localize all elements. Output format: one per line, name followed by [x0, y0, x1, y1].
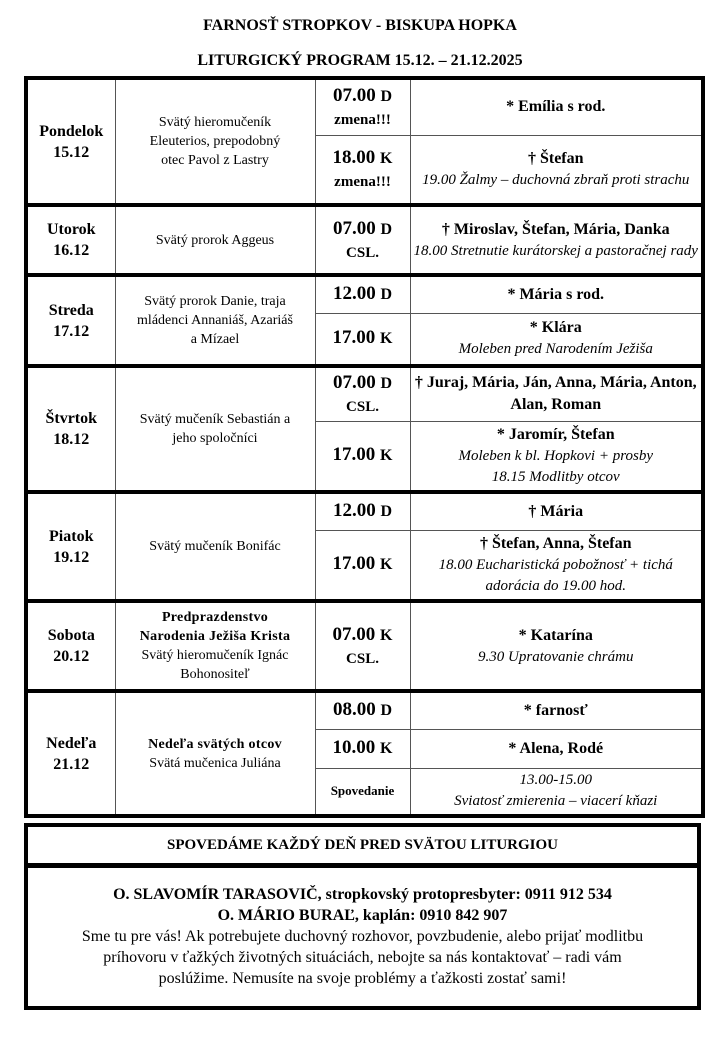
time-value: 07.00	[332, 84, 376, 106]
service-note: Moleben k bl. Hopkovi + prosby	[458, 447, 654, 464]
confession-banner: SPOVEDÁME KAŽDÝ DEŇ PRED SVÄTOU LITURGIOU	[24, 823, 701, 867]
service-time	[318, 146, 408, 193]
day-cell	[26, 78, 115, 205]
schedule-row	[26, 492, 703, 530]
day-name: Utorok	[46, 221, 96, 238]
time-cell	[315, 601, 410, 691]
contact-priest-1: O. SLAVOMÍR TARASOVIČ, stropkovský protopresbyter: 0911 912 534	[113, 886, 612, 903]
rite-letter: D	[380, 702, 393, 720]
feast-title-text: Narodenia Ježiša Krista	[139, 629, 291, 644]
day-name: Pondelok	[39, 122, 104, 140]
schedule-row	[26, 691, 703, 729]
feast-line: mládenci Annaniáš, Azariáš	[137, 313, 293, 328]
feast-title-text: Predprazdenstvo	[161, 610, 269, 625]
service-time	[318, 698, 408, 723]
rite-letter: D	[380, 374, 393, 392]
feast-line: Svätý hieromučeník	[158, 115, 272, 130]
feast-title	[118, 608, 313, 627]
service-extra: zmena!!!	[334, 111, 391, 128]
service-label: Spovedanie	[330, 783, 395, 799]
contact-priest-2: O. MÁRIO BURAĽ, kaplán: 0910 842 907	[217, 907, 508, 924]
mass-intention: * Mária s rod.	[507, 285, 605, 303]
day-date: 18.12	[53, 431, 90, 448]
schedule-row	[26, 366, 703, 421]
rite-letter: D	[380, 286, 393, 304]
feast-title	[118, 735, 313, 754]
service-extra: zmena!!!	[334, 173, 391, 190]
feast-title-text: Nedeľa svätých otcov	[148, 736, 282, 752]
day-name: Sobota	[47, 627, 95, 644]
feast-title	[118, 627, 313, 646]
time-cell	[315, 768, 410, 816]
feast-line: Eleuterios, prepodobný	[149, 134, 281, 149]
service-extra: CSL.	[346, 650, 379, 667]
feast-line: Svätý prorok Danie, traja	[144, 294, 286, 309]
day-cell	[26, 205, 115, 275]
service-note: Sviatosť zmierenia – viacerí kňazi	[454, 793, 658, 810]
time-cell	[315, 691, 410, 729]
time-value: 17.00	[332, 327, 376, 349]
contact-message-1: Sme tu pre vás! Ak potrebujete duchovný rozhovor, povzbudenie, alebo prijať modlitbu	[81, 928, 644, 945]
service-note: 19.00 Žalmy – duchovná zbraň proti strachu	[422, 171, 690, 188]
time-value: 17.00	[332, 444, 376, 466]
time-cell	[315, 492, 410, 530]
rite-letter: K	[380, 740, 393, 757]
day-cell	[26, 366, 115, 492]
service-time	[318, 84, 408, 131]
day-date: 21.12	[53, 755, 90, 773]
feast-cell	[115, 78, 315, 205]
time-cell	[315, 275, 410, 313]
rite-letter: D	[380, 220, 393, 238]
day-cell	[26, 275, 115, 366]
day-name: Streda	[48, 301, 94, 319]
rite-letter: D	[380, 503, 393, 521]
service-note: 18.15 Modlitby otcov	[491, 468, 620, 485]
contact-box	[24, 864, 701, 1010]
schedule-row	[26, 275, 703, 313]
day-cell	[26, 691, 115, 816]
mass-intention: † Štefan, Anna, Štefan	[479, 534, 632, 552]
service-time	[318, 736, 408, 761]
feast-line: a Mízael	[190, 332, 240, 347]
feast-cell	[115, 205, 315, 275]
rite-letter: K	[380, 447, 393, 465]
intention-cell	[410, 691, 703, 729]
intention-cell	[410, 421, 703, 492]
time-value: 10.00	[332, 737, 376, 758]
service-time	[318, 371, 408, 418]
time-value: 12.00	[332, 500, 376, 522]
day-date: 16.12	[53, 242, 90, 259]
intention-cell	[410, 492, 703, 530]
feast-line: otec Pavol z Lastry	[161, 153, 269, 168]
intention-cell	[410, 601, 703, 691]
intention-cell	[410, 768, 703, 816]
time-cell	[315, 530, 410, 601]
time-value: 08.00	[332, 699, 376, 721]
mass-intention: * farnosť	[523, 701, 588, 719]
day-cell	[26, 492, 115, 601]
service-note: Moleben pred Narodením Ježiša	[458, 341, 653, 358]
day-date: 15.12	[53, 143, 90, 161]
schedule-table	[24, 76, 705, 818]
day-cell	[26, 601, 115, 691]
time-cell	[315, 421, 410, 492]
time-cell	[315, 135, 410, 205]
schedule-row	[26, 205, 703, 275]
contact-message-3: poslúžime. Nemusíte na svoje problémy a ťažkosti zostať sami!	[158, 970, 567, 987]
mass-intention: * Emília s rod.	[506, 98, 606, 116]
time-cell	[315, 205, 410, 275]
service-time	[318, 623, 408, 670]
intention-cell	[410, 78, 703, 135]
service-note: 18.00 Eucharistická pobožnosť + tichá adorácia do 19.00 hod.	[438, 556, 673, 594]
feast-line: Bohonositeľ	[180, 667, 250, 682]
service-time	[318, 552, 408, 577]
service-note: 9.30 Upratovanie chrámu	[478, 648, 634, 665]
rite-letter: D	[380, 87, 393, 105]
time-cell	[315, 313, 410, 366]
intention-cell	[410, 205, 703, 275]
day-date: 19.12	[53, 548, 90, 566]
feast-line: Svätá mučenica Juliána	[149, 755, 281, 771]
service-extra: CSL.	[346, 244, 379, 261]
feast-cell	[115, 492, 315, 601]
feast-line: Svätý hieromučeník Ignác	[141, 648, 289, 663]
intention-cell	[410, 135, 703, 205]
service-extra: CSL.	[346, 398, 379, 415]
feast-cell	[115, 366, 315, 492]
schedule-row	[26, 78, 703, 135]
parish-title: FARNOSŤ STROPKOV - BISKUPA HOPKA	[203, 17, 517, 34]
mass-intention: * Klára	[529, 319, 582, 337]
service-time	[318, 499, 408, 524]
day-name: Nedeľa	[46, 734, 97, 752]
day-date: 17.12	[53, 322, 90, 340]
service-note: 18.00 Stretnutie kurátorskej a pastoračnej rady	[413, 242, 698, 259]
service-time	[318, 443, 408, 468]
time-cell	[315, 366, 410, 421]
intention-cell	[410, 275, 703, 313]
time-value: 18.00	[332, 146, 376, 168]
time-value: 17.00	[332, 553, 376, 575]
program-title: LITURGICKÝ PROGRAM 15.12. – 21.12.2025	[197, 52, 523, 69]
time-value: 07.00	[332, 623, 376, 645]
intention-cell	[410, 366, 703, 421]
mass-intention: † Miroslav, Štefan, Mária, Danka	[441, 220, 670, 238]
feast-line: Svätý mučeník Sebastián a	[139, 412, 291, 427]
intention-cell	[410, 729, 703, 768]
service-time	[318, 282, 408, 307]
service-note: 13.00-15.00	[519, 772, 592, 789]
day-date: 20.12	[53, 648, 90, 665]
mass-intention: * Katarína	[518, 626, 593, 644]
service-time	[318, 326, 408, 351]
feast-line: jeho spoločníci	[172, 431, 258, 446]
time-cell	[315, 729, 410, 768]
intention-cell	[410, 313, 703, 366]
feast-line: Svätý mučeník Bonifác	[149, 539, 281, 554]
time-cell	[315, 78, 410, 135]
intention-cell	[410, 530, 703, 601]
mass-intention: † Štefan	[527, 149, 584, 167]
day-name: Piatok	[49, 527, 94, 545]
feast-cell	[115, 275, 315, 366]
time-value: 07.00	[332, 371, 376, 393]
mass-intention: * Alena, Rodé	[508, 739, 604, 757]
rite-letter: K	[380, 330, 393, 348]
rite-letter: K	[380, 556, 393, 574]
feast-cell	[115, 691, 315, 816]
schedule-row	[26, 601, 703, 691]
day-name: Štvrtok	[45, 410, 98, 427]
contact-message-2: príhovoru v ťažkých životných situáciách, nebojte sa nás kontaktovať – radi vám	[103, 949, 622, 966]
service-time	[318, 217, 408, 264]
time-value: 12.00	[332, 283, 376, 305]
mass-intention: † Juraj, Mária, Ján, Anna, Mária, Anton, Alan, Roman	[414, 374, 697, 414]
rite-letter: K	[380, 149, 393, 167]
mass-intention: † Mária	[528, 502, 584, 520]
time-value: 07.00	[332, 217, 376, 239]
feast-cell	[115, 601, 315, 691]
rite-letter: K	[380, 626, 393, 644]
mass-intention: * Jaromír, Štefan	[496, 425, 615, 443]
feast-line: Svätý prorok Aggeus	[155, 232, 275, 248]
